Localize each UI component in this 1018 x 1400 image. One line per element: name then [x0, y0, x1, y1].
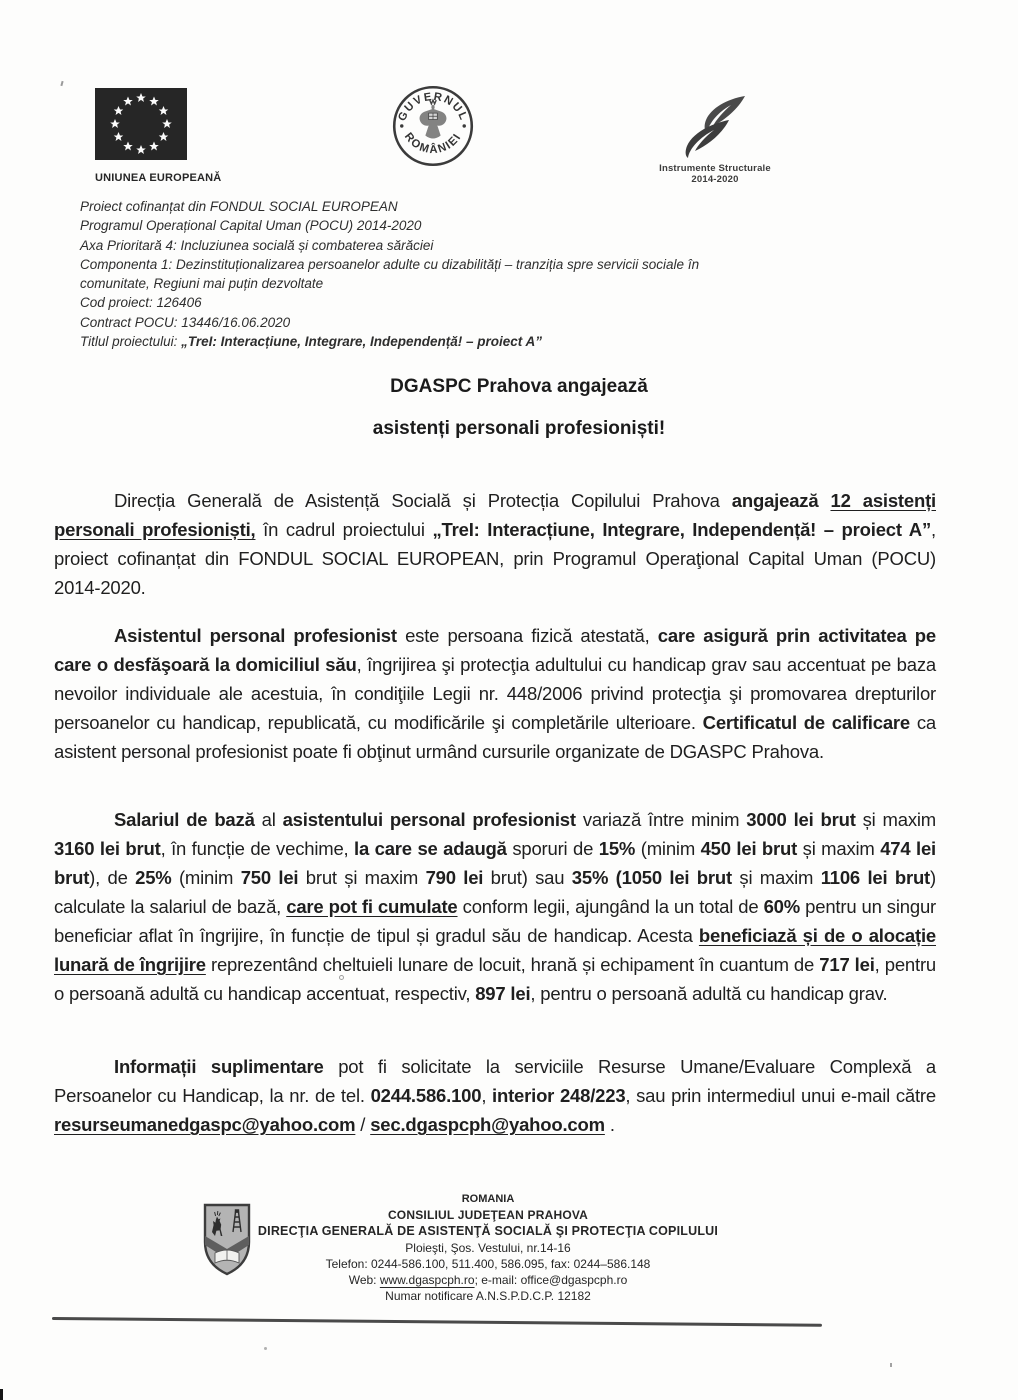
footer-phone: Telefon: 0244-586.100, 511.400, 586.095, fax: 0244–586.148: [325, 1257, 651, 1271]
project-info-line-title: Titlul proiectului: „TreI: Interacțiune, Integrare, Independență! – proiect A”: [80, 334, 542, 350]
project-info-line-code: Cod proiect: 126406: [80, 295, 202, 311]
footer-web-email: Web: www.dgaspcph.ro; e-mail: office@dgaspcph.ro: [348, 1273, 628, 1287]
gov-seal-eagle-icon: [420, 100, 447, 138]
romanian-government-seal-icon: [391, 84, 475, 168]
body-paragraph-salary: Salariul de bază al asistentului personal profesionist variază între minim 3000 lei brut și maxim 3160 lei brut, în funcție de vechime, la care se adaugă sporuri de 15% (minim 450 lei brut și maxim 474 lei brut), de 25% (minim 750 lei brut și maxim 790 lei brut) sau 35% (1050 lei brut și maxim 1106 lei brut) calculate la salariul de bază, care pot fi cumulate conform legii, ajungând la un total de 60% pentru un singur beneficiar aflat în îngrijire, în funcție de tipul și gradul său de handicap. Acesta beneficiază și de o alocație lunară de îngrijire reprezentând cheltuieli lunare de locuit, hrană și echipament în cuantum de 717 lei, pentru o persoană adultă cu handicap accentuat, respectiv, 897 lei, pentru o persoană adultă cu handicap grav.: [54, 809, 936, 1004]
footer-divider-line: [52, 1317, 822, 1326]
eu-flag-logo: [95, 88, 225, 184]
page-title-line2: asistenți personali profesioniști!: [372, 418, 666, 439]
project-info-line-axis: Axa Prioritară 4: Incluziunea socială și combaterea sărăciei: [80, 237, 434, 253]
scan-speck: [0, 1389, 3, 1400]
project-info-block: [80, 197, 735, 351]
scan-speck: [264, 1347, 267, 1350]
gov-seal-top-text: GUVERNUL: [396, 90, 470, 124]
structural-instruments-logo: [640, 96, 790, 185]
scan-speck: [890, 1363, 892, 1367]
project-info-line-contract: Contract POCU: 13446/16.06.2020: [80, 314, 291, 330]
body-paragraph-role-description: Asistentul personal profesionist este persoana fizică atestată, care asigură prin activitatea pe care o desfăşoară la domiciliul său, îngrijirea şi protecţia adultului cu handicap grav sau accentuat pe baza nevoilor individuale ale acestuia, în condiţiile Legii nr. 448/2006 privind protecţia şi promovarea drepturilor persoanelor cu handicap, republicată, cu modificările şi completările ulterioare. Certificatul de calificare ca asistent personal profesionist poate fi obţinut urmând cursurile organizate de DGASPC Prahova.: [54, 625, 936, 762]
eu-flag-caption: UNIUNEA EUROPEANĂ: [95, 172, 222, 184]
project-info-line-funding: Proiect cofinanțat din FONDUL SOCIAL EUROPEAN: [80, 199, 398, 214]
scan-speck: [60, 81, 63, 86]
letterhead-footer: [0, 1192, 976, 1304]
gov-seal-bottom-text: ROMÂNIEI: [401, 130, 465, 157]
footer-notification-number: Numar notificare A.N.S.P.D.C.P. 12182: [385, 1289, 591, 1303]
page-title-line1: DGASPC Prahova angajează: [390, 376, 648, 397]
footer-country: ROMANIA: [461, 1193, 515, 1205]
project-info-line-program: Programul Operațional Capital Uman (POCU) 2014-2020: [80, 218, 422, 234]
structural-instruments-swoosh-icon: [667, 145, 763, 162]
footer-institution: DIRECŢIA GENERALĂ DE ASISTENŢĂ SOCIALĂ ŞI PROTECŢIA COPILULUI: [257, 1224, 719, 1238]
footer-address: Ploieşti, Şos. Vestului, nr.14-16: [405, 1241, 571, 1255]
body-paragraph-hiring: Direcția Generală de Asistență Socială și Protecția Copilului Prahova angajează 12 asistenți personali profesioniști, în cadrul proiectului „TreI: Interacțiune, Integrare, Independență! – proiect A”, proiect cofinanțat din FONDUL SOCIAL EUROPEAN, prin Programul Operaţional Capital Uman (POCU) 2014-2020.: [54, 490, 936, 598]
eu-flag-icon: [95, 147, 187, 164]
footer-council: CONSILIUL JUDEŢEAN PRAHOVA: [387, 1208, 589, 1222]
body-paragraph-contact: Informații suplimentare pot fi solicitate la serviciile Resurse Umane/Evaluare Complexă a Persoanelor cu Handicap, la nr. de tel. 0244.586.100, interior 248/223, sau prin intermediul unui e-mail către resurseumanedgaspc@yahoo.com / sec.dgaspcph@yahoo.com .: [54, 1056, 936, 1135]
structural-instruments-caption-line2: 2014-2020: [691, 174, 739, 185]
project-info-line-component: Componenta 1: Dezinstituționalizarea persoanelor adulte cu dizabilități – tranziția spre servicii sociale în comunitate, Regiuni mai puțin dezvoltate: [80, 256, 700, 292]
scan-speck: [339, 975, 344, 980]
structural-instruments-caption-line1: Instrumente Structurale: [659, 163, 771, 174]
